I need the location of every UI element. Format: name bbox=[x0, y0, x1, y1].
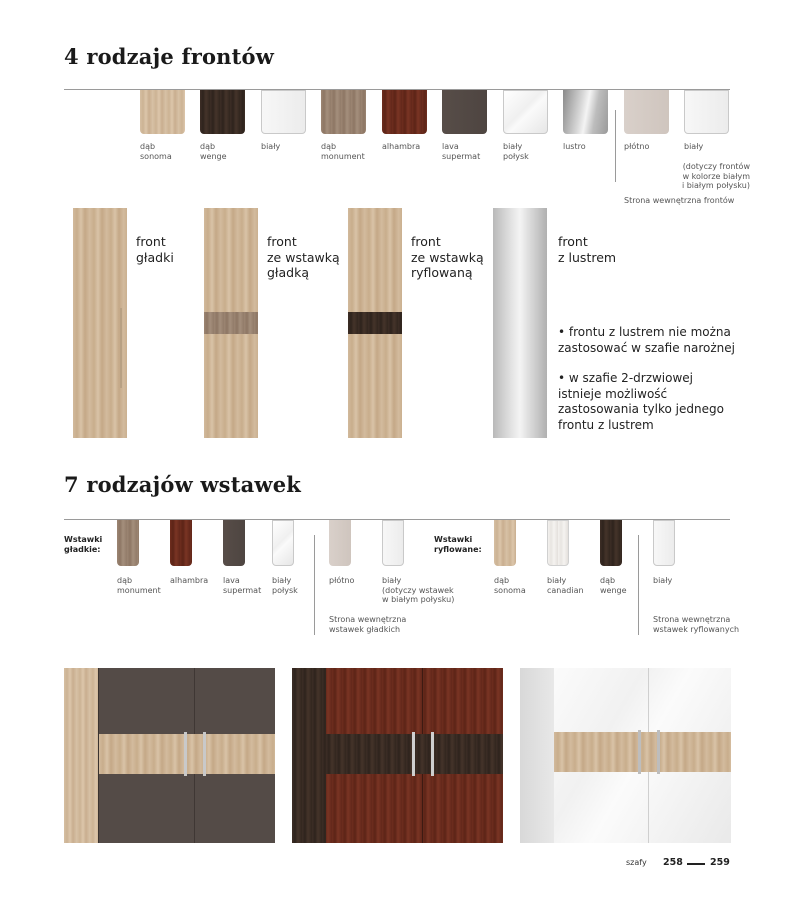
front-title: front gładki bbox=[136, 234, 174, 265]
insert-band bbox=[554, 732, 731, 772]
insert-swatch-lava-supermat bbox=[223, 520, 245, 566]
side-panel bbox=[520, 668, 554, 843]
front-title: front ze wstawką ryflowaną bbox=[411, 234, 484, 280]
handle bbox=[203, 732, 206, 776]
swatch-label: alhambra bbox=[170, 576, 209, 585]
front-ribbed-insert-panel bbox=[348, 208, 402, 438]
smooth-inner-divider bbox=[314, 535, 315, 635]
swatch-label: biały canadian bbox=[547, 576, 584, 595]
swatch-label: biały bbox=[684, 142, 704, 151]
front-smooth-panel bbox=[73, 208, 127, 438]
swatch-dab-monument bbox=[321, 90, 366, 134]
swatch-label: dąb sonoma bbox=[140, 142, 172, 161]
front-smooth-insert-panel bbox=[204, 208, 258, 438]
inner-side-note: Strona wewnętrzna frontów bbox=[624, 196, 735, 205]
swatch-label: biały (dotyczy wstawek w białym połysku) bbox=[382, 576, 455, 604]
front-title: front z lustrem bbox=[558, 234, 617, 265]
insert-swatch-bialy-canadian bbox=[547, 520, 569, 566]
ribbed-inserts-label: Wstawki ryflowane: bbox=[434, 535, 482, 554]
page-separator bbox=[687, 863, 705, 865]
front-mirror-panel bbox=[493, 208, 547, 438]
swatch-alhambra bbox=[382, 90, 427, 134]
insert-swatch-bialy-polysk bbox=[272, 520, 294, 566]
swatch-label: biały połysk bbox=[272, 576, 298, 595]
insert-swatch-dab-wenge bbox=[600, 520, 622, 566]
swatch-label: dąb sonoma bbox=[494, 576, 526, 595]
footer-section: szafy bbox=[626, 858, 647, 867]
swatch-dab-sonoma bbox=[140, 90, 185, 134]
photo-lava-with-sonoma-insert bbox=[64, 668, 275, 843]
smooth-inner-note: Strona wewnętrzna wstawek gładkich bbox=[329, 615, 407, 634]
swatch-plotno bbox=[624, 90, 669, 134]
swatch-label: lava supermat bbox=[223, 576, 262, 595]
handle bbox=[412, 732, 415, 776]
swatch-dab-wenge bbox=[200, 90, 245, 134]
insert-monument bbox=[204, 312, 258, 334]
side-panel bbox=[292, 668, 326, 843]
inner-side-divider bbox=[615, 110, 616, 182]
insert-band bbox=[99, 734, 275, 774]
mirror-note-two-door: • w szafie 2-drzwiowej istnieje możliwość zastosowania tylko jednego frontu z lustrem bbox=[558, 371, 724, 432]
insert-swatch-bialy-inner bbox=[653, 520, 675, 566]
swatch-label: biały bbox=[653, 576, 673, 585]
ribbed-inner-divider bbox=[638, 535, 639, 635]
swatch-bialy-inner bbox=[684, 90, 729, 134]
insert-swatch-plotno bbox=[329, 520, 351, 566]
ribbed-inner-note: Strona wewnętrzna wstawek ryflowanych bbox=[653, 615, 740, 634]
photo-white-gloss-with-sonoma-insert bbox=[520, 668, 731, 843]
page-number-left: 258 bbox=[663, 857, 683, 868]
handle bbox=[431, 732, 434, 776]
swatch-lava-supermat bbox=[442, 90, 487, 134]
mirror-note-corner: • frontu z lustrem nie można zastosować w szafie narożnej bbox=[558, 325, 736, 355]
handle bbox=[638, 730, 641, 774]
insert-swatch-dab-sonoma bbox=[494, 520, 516, 566]
handle-groove bbox=[120, 308, 122, 388]
swatch-bialy-polysk bbox=[503, 90, 548, 134]
insert-swatch-alhambra bbox=[170, 520, 192, 566]
section-title-inserts: 7 rodzajów wstawek bbox=[64, 472, 301, 497]
swatch-bialy bbox=[261, 90, 306, 134]
swatch-label: alhambra bbox=[382, 142, 421, 151]
swatch-lustro bbox=[563, 90, 608, 134]
swatch-label: płótno bbox=[624, 142, 650, 151]
front-title: front ze wstawką gładką bbox=[267, 234, 340, 280]
swatch-label: dąb monument bbox=[321, 142, 365, 161]
white-inner-note: (dotyczy frontów w kolorze białym i białym połysku) bbox=[681, 162, 750, 190]
swatch-label: lava supermat bbox=[442, 142, 481, 161]
swatch-label: biały bbox=[261, 142, 281, 151]
swatch-label: dąb wenge bbox=[200, 142, 227, 161]
swatch-label: lustro bbox=[563, 142, 586, 151]
smooth-inserts-label: Wstawki gładkie: bbox=[64, 535, 103, 554]
swatch-label: płótno bbox=[329, 576, 355, 585]
insert-swatch-dab-monument bbox=[117, 520, 139, 566]
page-number-right: 259 bbox=[710, 857, 730, 868]
insert-swatch-bialy bbox=[382, 520, 404, 566]
side-panel bbox=[64, 668, 98, 843]
swatch-label: biały połysk bbox=[503, 142, 529, 161]
swatch-label: dąb monument bbox=[117, 576, 161, 595]
swatch-label: dąb wenge bbox=[600, 576, 627, 595]
handle bbox=[184, 732, 187, 776]
photo-alhambra-with-wenge-insert bbox=[292, 668, 503, 843]
insert-wenge bbox=[348, 312, 402, 334]
section-title-fronts: 4 rodzaje frontów bbox=[64, 44, 275, 69]
handle bbox=[657, 730, 660, 774]
